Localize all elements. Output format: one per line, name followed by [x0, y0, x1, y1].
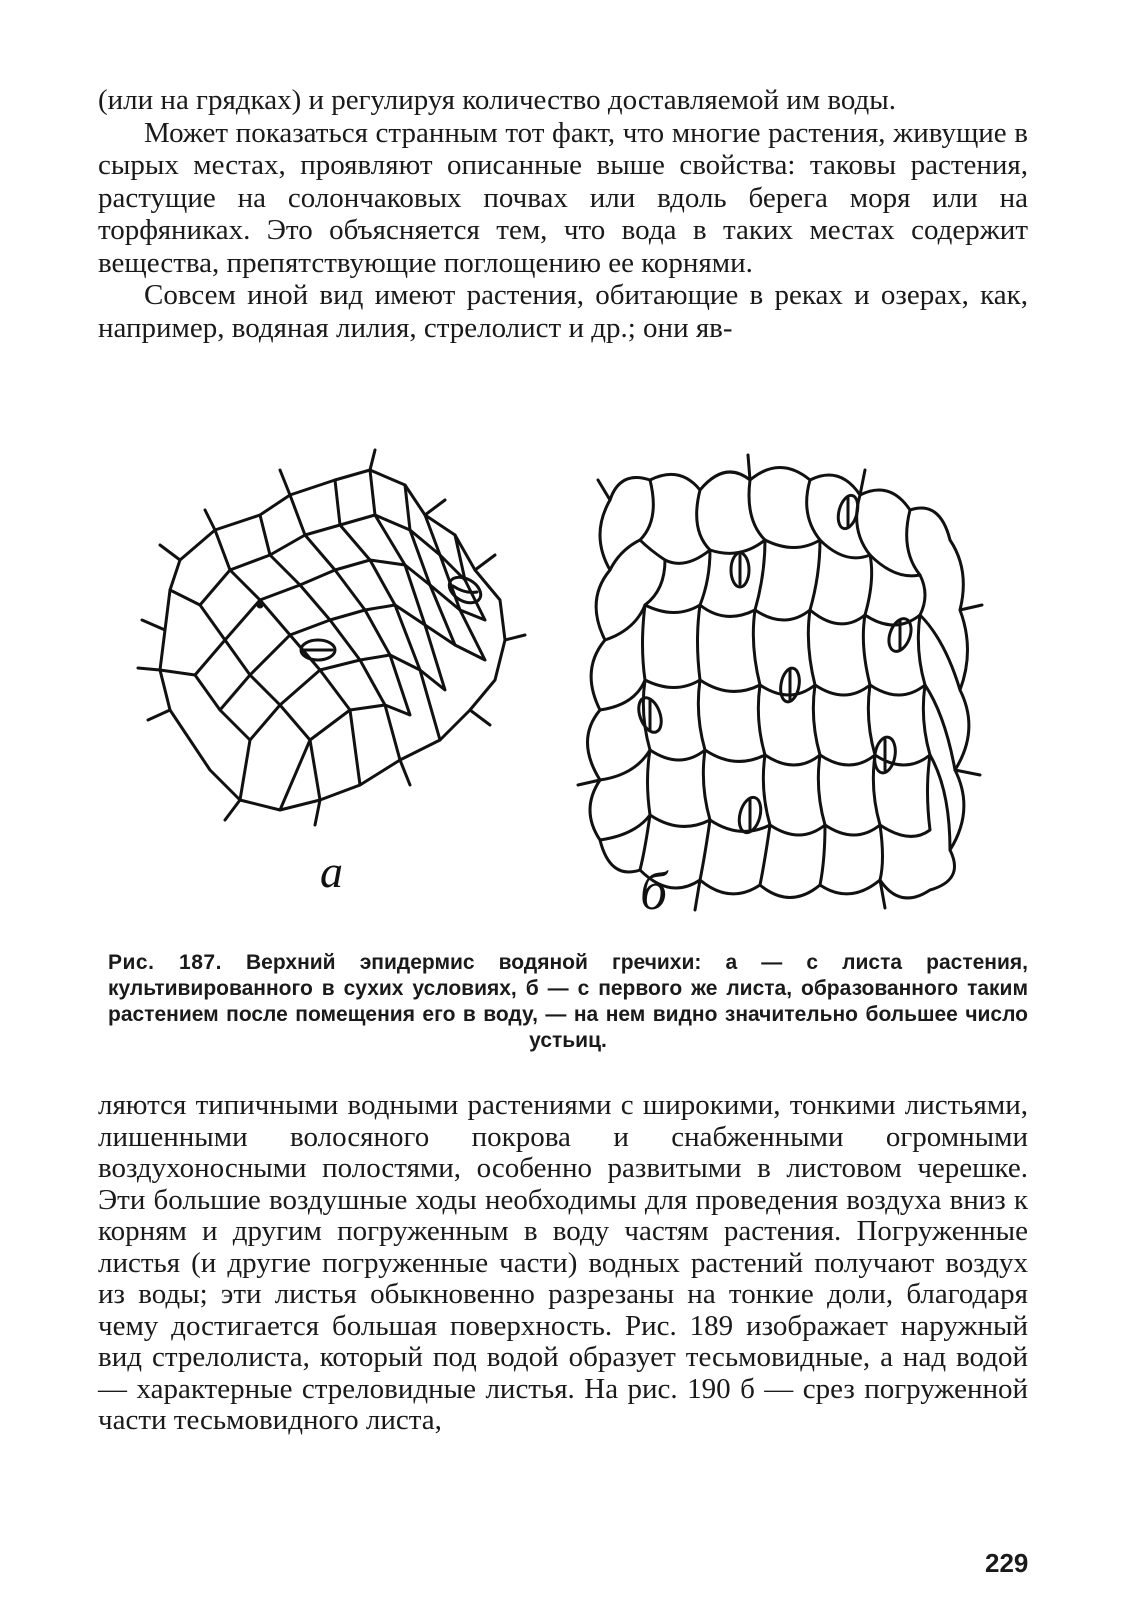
figure-caption	[108, 950, 1028, 1054]
figure-label-b: б	[640, 861, 668, 921]
body-text-top	[98, 84, 1028, 344]
paragraph-1: (или на грядках) и регулируя количество доставляемой им воды.	[98, 84, 897, 116]
body-text-bottom	[98, 1090, 1028, 1437]
paragraph-3: Совсем иной вид имеют растения, обитающие в реках и озерах, как, например, водяная лилия, стрелолист и др.; они яв-	[98, 279, 1028, 344]
figure-label-a: а	[320, 846, 343, 897]
paragraph-4: ляются типичными водными растениями с широкими, тонкими листьями, лишенными волосяного покрова и снабженными огромными воздухоносными полостями, особенно развитыми в листовом черешке. Эти большие воздушные ходы необходимы для проведения воздуха вниз к корням и другим погруженным в воду частям растения. Погруженные листья (и другие погруженные части) водных растений получают воздух из воды; эти листья обыкновенно разрезаны на тонкие доли, благодаря чему достигается большая поверхность. Рис. 189 изображает наружный вид стрелолиста, который под водой образует тесьмовидные, а над водой — характерные стреловидные листья. На рис. 190 б — срез погруженной части тесьмовидного листа,	[98, 1089, 1028, 1436]
figure-187	[120, 440, 1020, 940]
panel-b-cells	[578, 455, 982, 910]
caption-number: Рис. 187.	[108, 951, 222, 974]
paragraph-2: Может показаться странным тот факт, что многие растения, живущие в сырых местах, проявляют описанные выше свойства: таковы растения, растущие на солончаковых почвах или вдоль берега моря или на торфяниках. Это объясняется тем, что вода в таких местах содержит вещества, препятствующие поглощению ее корнями.	[98, 116, 1028, 279]
epidermis-drawing	[120, 440, 1020, 940]
page-number: 229	[985, 1548, 1029, 1578]
caption-text: Верхний эпидермис водяной гречихи: а — с листа растения, культивированного в сухих условиях, б — с первого же листа, образованного таким растением после помещения его в воду, — на нем видно значительно большее число устьиц.	[108, 951, 1028, 1052]
panel-a-cells	[138, 450, 525, 825]
